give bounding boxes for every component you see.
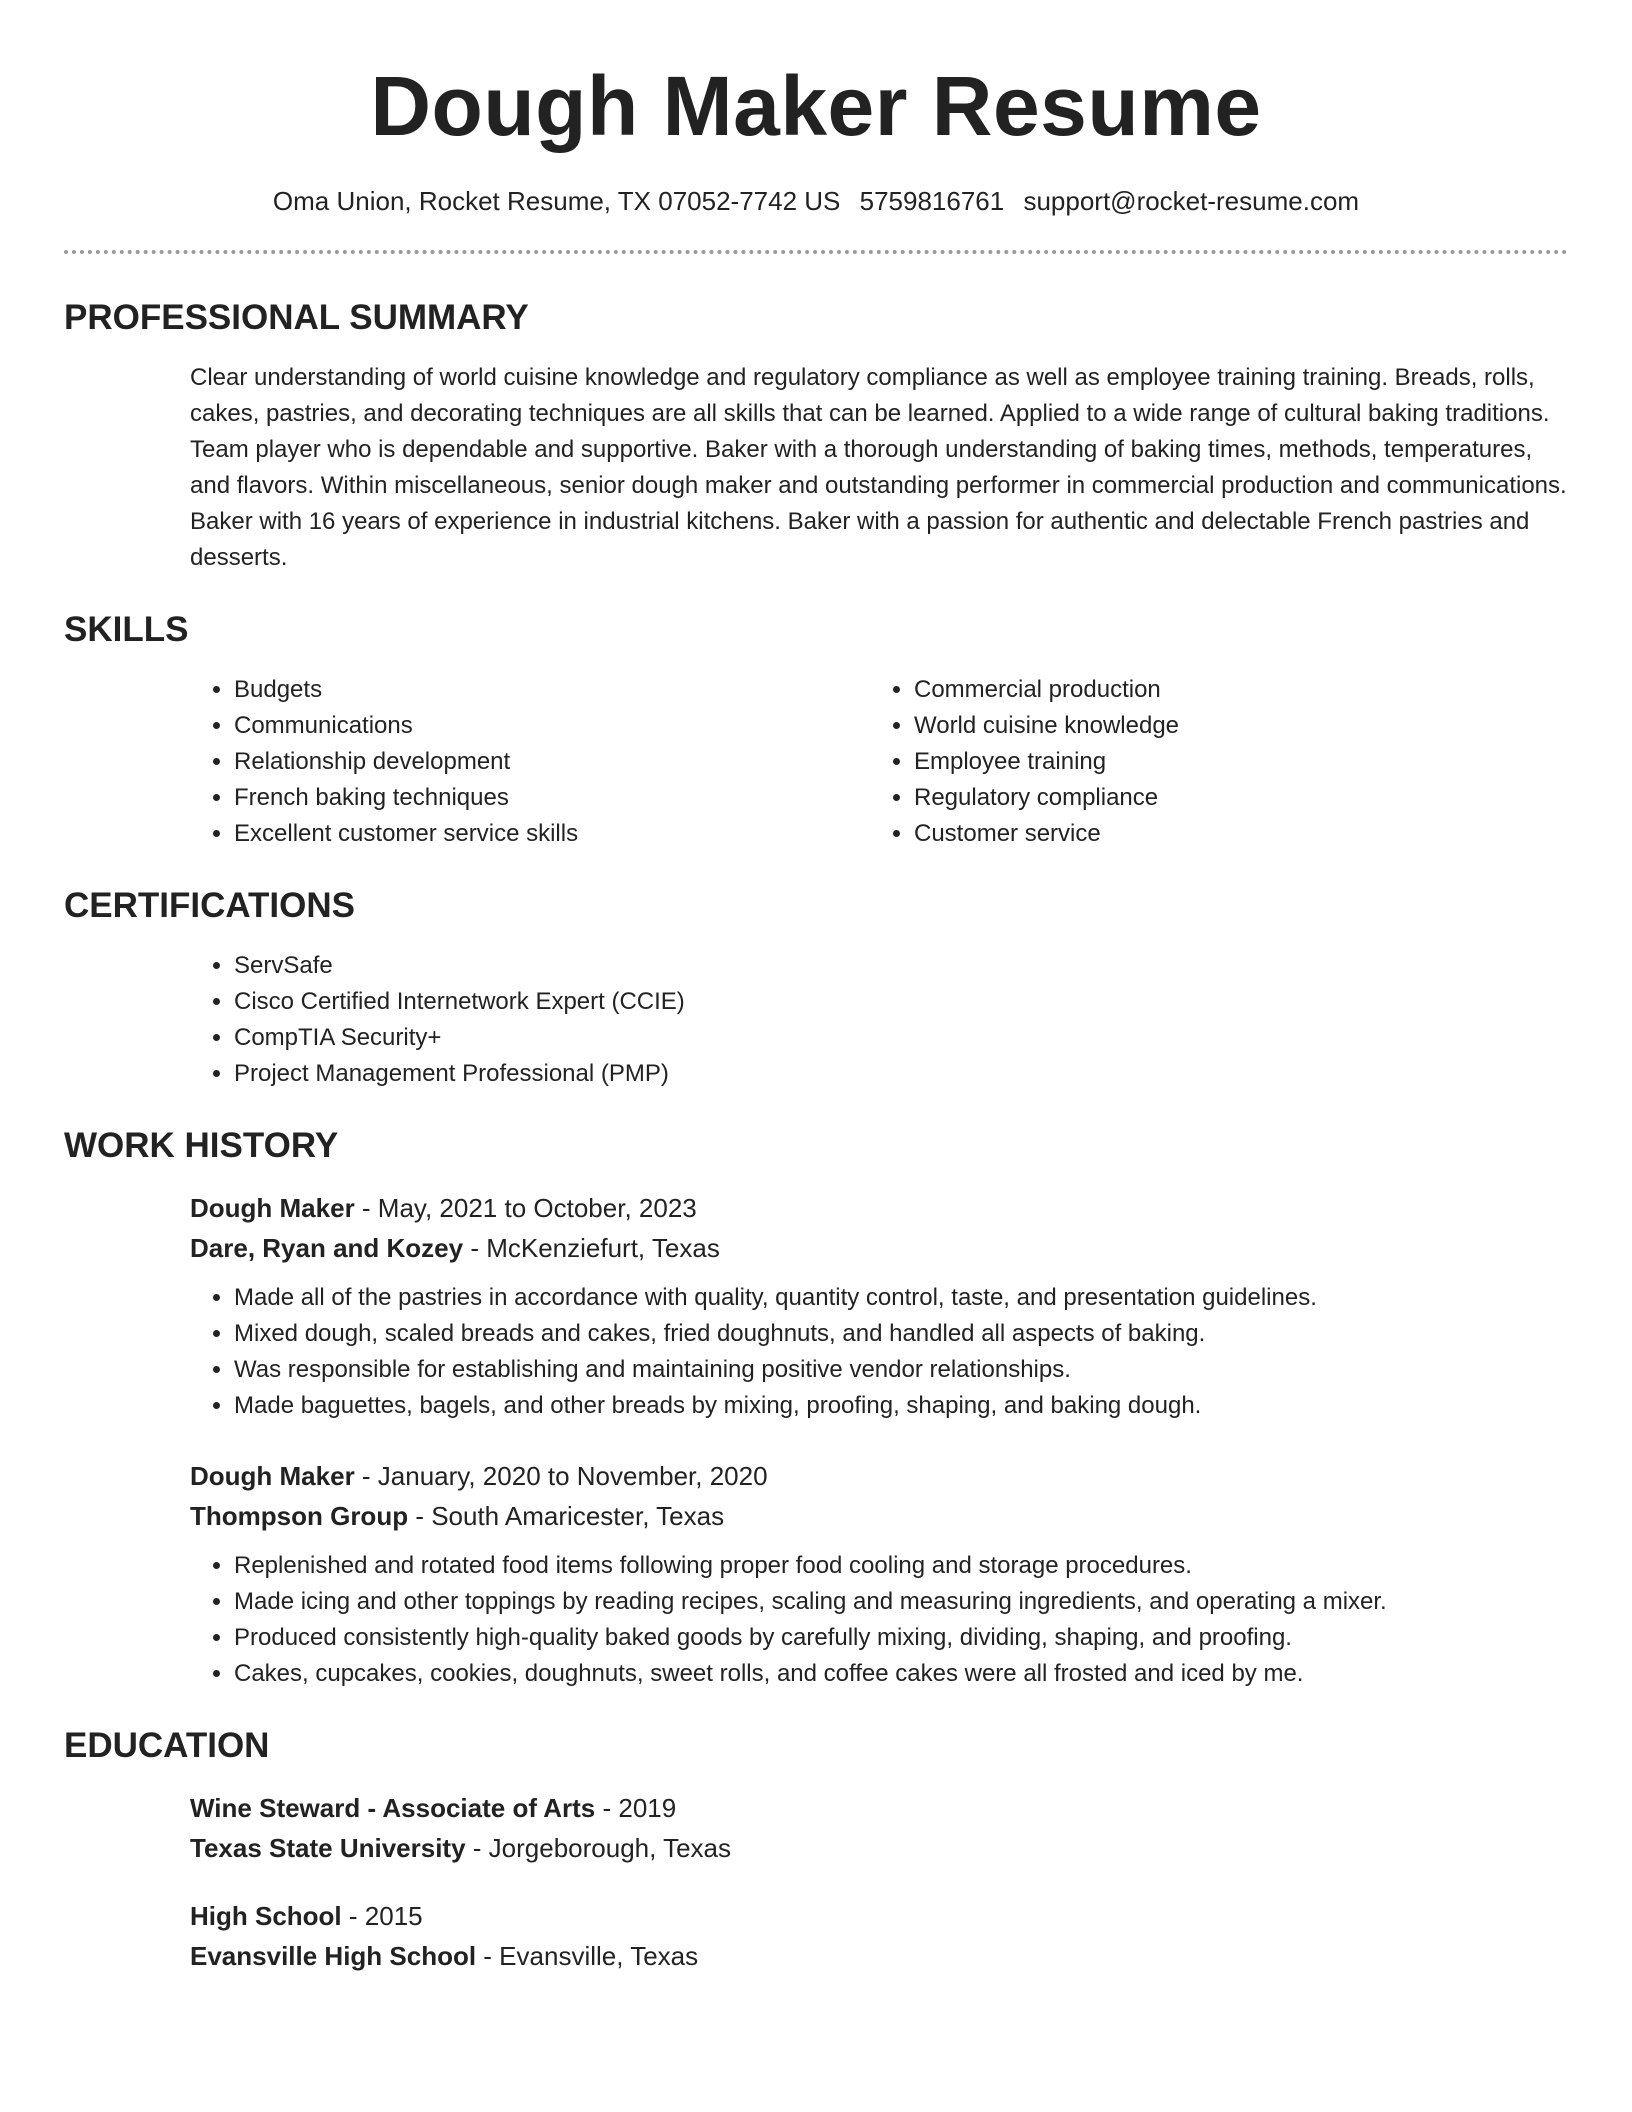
education-degree-line xyxy=(190,1788,1568,1828)
job-company-line xyxy=(190,1228,1568,1268)
job-duty: • Cakes, cupcakes, cookies, doughnuts, sweet rolls, and coffee cakes were all frosted and iced by me. xyxy=(234,1656,1568,1692)
job-company: Thompson Group xyxy=(190,1501,409,1531)
education-degree: High School xyxy=(190,1901,342,1931)
summary-text: Clear understanding of world cuisine knowledge and regulatory compliance as well as employee training training. Breads, rolls, cakes, pastries, and decorating techniques are all skills that can be learned. Applied to a wide range of cultural baking traditions. Team player who is dependable and supportive. Baker with a thorough understanding of baking times, methods, temperatures, and flavors. Within miscellaneous, senior dough maker and outstanding performer in commercial production and communications. Baker with 16 years of experience in industrial kitchens. Baker with a passion for authentic and delectable French pastries and desserts. xyxy=(190,364,1567,571)
certifications-heading: CERTIFICATIONS xyxy=(64,886,356,925)
skills-column-left xyxy=(190,672,870,852)
skill-item: • Budgets xyxy=(234,672,870,708)
job-duty: • Mixed dough, scaled breads and cakes, fried doughnuts, and handled all aspects of baking. xyxy=(234,1316,1568,1352)
job-role: Dough Maker xyxy=(190,1193,355,1223)
education-year: - 2015 xyxy=(341,1901,423,1931)
education-location: - Jorgeborough, Texas xyxy=(465,1833,732,1863)
contact-phone: 5759816761 xyxy=(859,186,1005,216)
contact-address: Oma Union, Rocket Resume, TX 07052-7742 US xyxy=(272,186,841,216)
education-location: - Evansville, Texas xyxy=(476,1941,699,1971)
job-duties xyxy=(190,1280,1568,1424)
summary-section xyxy=(190,360,1568,576)
education-school-line xyxy=(190,1936,1568,1976)
job-company-line xyxy=(190,1496,1568,1536)
skill-item: • Relationship development xyxy=(234,744,870,780)
job-duties xyxy=(190,1548,1568,1692)
skill-item: • Employee training xyxy=(914,744,1550,780)
resume-page xyxy=(64,0,1568,1976)
certification-item: • Project Management Professional (PMP) xyxy=(234,1056,1568,1092)
skill-item: • Commercial production xyxy=(914,672,1550,708)
job-dates: - May, 2021 to October, 2023 xyxy=(354,1193,697,1223)
education-entry xyxy=(190,1788,1568,1868)
job-title-line xyxy=(190,1188,1568,1228)
skill-item: • Excellent customer service skills xyxy=(234,816,870,852)
job-entry xyxy=(190,1188,1568,1424)
education-entry xyxy=(190,1896,1568,1976)
education-degree-line xyxy=(190,1896,1568,1936)
certifications-section xyxy=(190,948,1568,1092)
resume-title: Dough Maker Resume xyxy=(370,59,1262,153)
education-degree: Wine Steward - Associate of Arts xyxy=(190,1793,596,1823)
summary-heading: PROFESSIONAL SUMMARY xyxy=(64,298,529,337)
job-entry xyxy=(190,1456,1568,1692)
skill-item: • Regulatory compliance xyxy=(914,780,1550,816)
skills-heading: SKILLS xyxy=(64,610,189,649)
job-duty: • Was responsible for establishing and maintaining positive vendor relationships. xyxy=(234,1352,1568,1388)
education-year: - 2019 xyxy=(595,1793,677,1823)
certification-item: • Cisco Certified Internetwork Expert (CCIE) xyxy=(234,984,1568,1020)
certification-item: • ServSafe xyxy=(234,948,1568,984)
job-duty: • Produced consistently high-quality baked goods by carefully mixing, dividing, shaping, and proofing. xyxy=(234,1620,1568,1656)
job-dates: - January, 2020 to November, 2020 xyxy=(354,1461,768,1491)
skill-item: • French baking techniques xyxy=(234,780,870,816)
education-school-line xyxy=(190,1828,1568,1868)
skills-grid xyxy=(190,672,1568,852)
job-company: Dare, Ryan and Kozey xyxy=(190,1233,464,1263)
job-location: - McKenziefurt, Texas xyxy=(463,1233,720,1263)
education-school: Texas State University xyxy=(190,1833,466,1863)
header-divider xyxy=(64,250,1568,254)
skill-item: • Customer service xyxy=(914,816,1550,852)
skills-column-right xyxy=(870,672,1550,852)
job-duty: • Made baguettes, bagels, and other breads by mixing, proofing, shaping, and baking dough. xyxy=(234,1388,1568,1424)
job-title-line xyxy=(190,1456,1568,1496)
job-location: - South Amaricester, Texas xyxy=(408,1501,725,1531)
job-role: Dough Maker xyxy=(190,1461,355,1491)
job-duty: • Replenished and rotated food items following proper food cooling and storage procedures. xyxy=(234,1548,1568,1584)
contact-email: support@rocket-resume.com xyxy=(1023,186,1360,216)
skill-item: • Communications xyxy=(234,708,870,744)
skill-item: • World cuisine knowledge xyxy=(914,708,1550,744)
work-history-heading: WORK HISTORY xyxy=(64,1126,339,1165)
education-school: Evansville High School xyxy=(190,1941,477,1971)
job-duty: • Made icing and other toppings by reading recipes, scaling and measuring ingredients, and operating a mixer. xyxy=(234,1584,1568,1620)
contact-line xyxy=(64,184,1568,218)
education-heading: EDUCATION xyxy=(64,1726,270,1765)
certification-item: • CompTIA Security+ xyxy=(234,1020,1568,1056)
job-duty: • Made all of the pastries in accordance with quality, quantity control, taste, and presentation guidelines. xyxy=(234,1280,1568,1316)
